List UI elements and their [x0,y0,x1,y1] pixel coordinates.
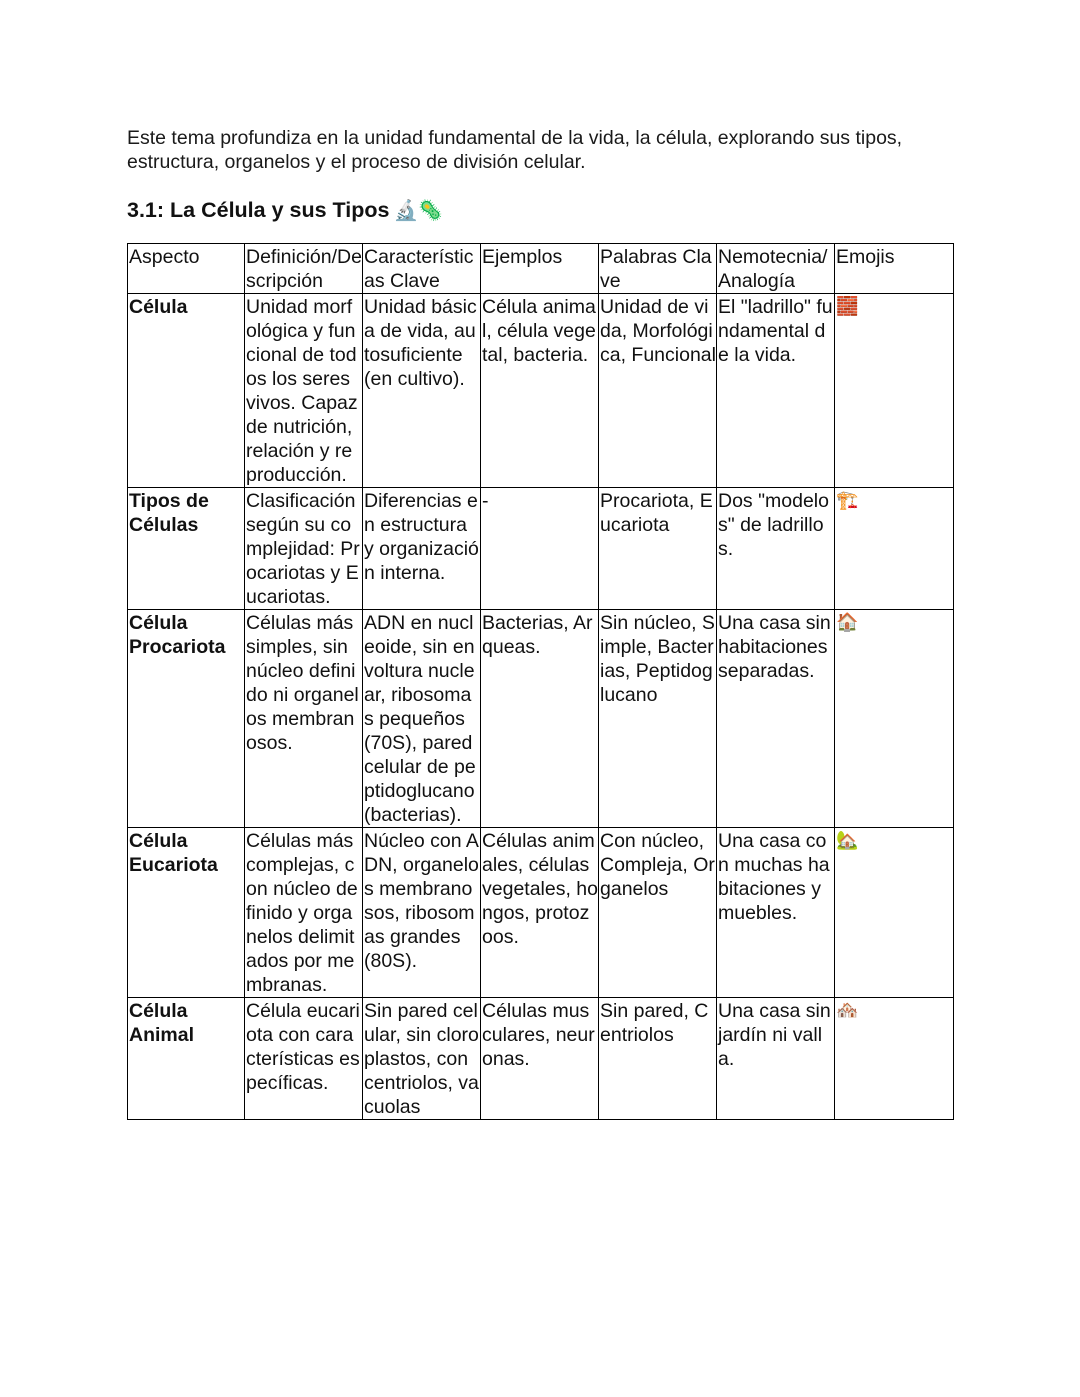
header-aspecto: Aspecto [128,244,245,294]
cell-aspecto: Tipos de Células [128,488,245,610]
cell-ejemplos: Bacterias, Arqueas. [481,610,599,828]
table-row [128,610,954,828]
cell-ejemplos: Células musculares, neuronas. [481,998,599,1120]
house-icon: 🏠 [835,610,954,828]
cell-nemotecnia: El "ladrillo" fundamental de la vida. [717,294,835,488]
cell-nemotecnia: Dos "modelos" de ladrillos. [717,488,835,610]
houses-icon: 🏘️ [835,998,954,1120]
cell-aspecto: Célula Procariota [128,610,245,828]
cell-palabras-clave: Con núcleo, Compleja, Organelos [599,828,717,998]
cell-palabras-clave: Procariota, Eucariota [599,488,717,610]
section-heading [127,196,443,225]
cell-palabras-clave: Sin núcleo, Simple, Bacterias, Peptidoglucano [599,610,717,828]
cell-aspecto: Célula Animal [128,998,245,1120]
intro-paragraph: Este tema profundiza en la unidad fundamental de la vida, la célula, explorando sus tipos, estructura, organelos y el proceso de división celular. [127,127,903,173]
cell-definicion: Célula eucariota con características específicas. [245,998,363,1120]
table-row [128,488,954,610]
cell-nemotecnia: Una casa sin habitaciones separadas. [717,610,835,828]
header-palabras-clave: Palabras Clave [599,244,717,294]
section-title: 3.1: La Célula y sus Tipos [127,198,390,222]
construction-icon: 🏗️ [835,488,954,610]
cell-nemotecnia: Una casa sin jardín ni valla. [717,998,835,1120]
cell-aspecto: Célula [128,294,245,488]
header-nemotecnia: Nemotecnia/ Analogía [717,244,835,294]
microscope-microbe-icon: 🔬🦠 [393,200,444,222]
cell-aspecto: Célula Eucariota [128,828,245,998]
cell-caracteristicas: Núcleo con ADN, organelos membranosos, ribosomas grandes (80S). [363,828,481,998]
cell-caracteristicas: Sin pared celular, sin cloroplastos, con centriolos, vacuolas [363,998,481,1120]
cell-ejemplos: Célula animal, célula vegetal, bacteria. [481,294,599,488]
cell-caracteristicas: Unidad básica de vida, autosuficiente (en cultivo). [363,294,481,488]
header-emojis: Emojis [835,244,954,294]
header-ejemplos: Ejemplos [481,244,599,294]
table-header-row [128,244,954,294]
cell-palabras-clave: Sin pared, Centriolos [599,998,717,1120]
cell-definicion: Células más simples, sin núcleo definido ni organelos membranosos. [245,610,363,828]
table-row [128,828,954,998]
brick-icon: 🧱 [835,294,954,488]
table-row [128,998,954,1120]
cell-definicion: Unidad morfológica y funcional de todos los seres vivos. Capaz de nutrición, relación y reproducción. [245,294,363,488]
house-with-garden-icon: 🏡 [835,828,954,998]
cell-caracteristicas: Diferencias en estructura y organización interna. [363,488,481,610]
cell-caracteristicas: ADN en nucleoide, sin envoltura nuclear, ribosomas pequeños (70S), pared celular de peptidoglucano (bacterias). [363,610,481,828]
header-caracteristicas: Características Clave [363,244,481,294]
cell-ejemplos: Células animales, células vegetales, hongos, protozoos. [481,828,599,998]
cell-definicion: Clasificación según su complejidad: Procariotas y Eucariotas. [245,488,363,610]
cell-nemotecnia: Una casa con muchas habitaciones y muebles. [717,828,835,998]
table-row [128,294,954,488]
cell-palabras-clave: Unidad de vida, Morfológica, Funcional [599,294,717,488]
cell-ejemplos: - [481,488,599,610]
header-definicion: Definición/Descripción [245,244,363,294]
cell-types-table [127,243,954,1120]
cell-definicion: Células más complejas, con núcleo definido y organelos delimitados por membranas. [245,828,363,998]
